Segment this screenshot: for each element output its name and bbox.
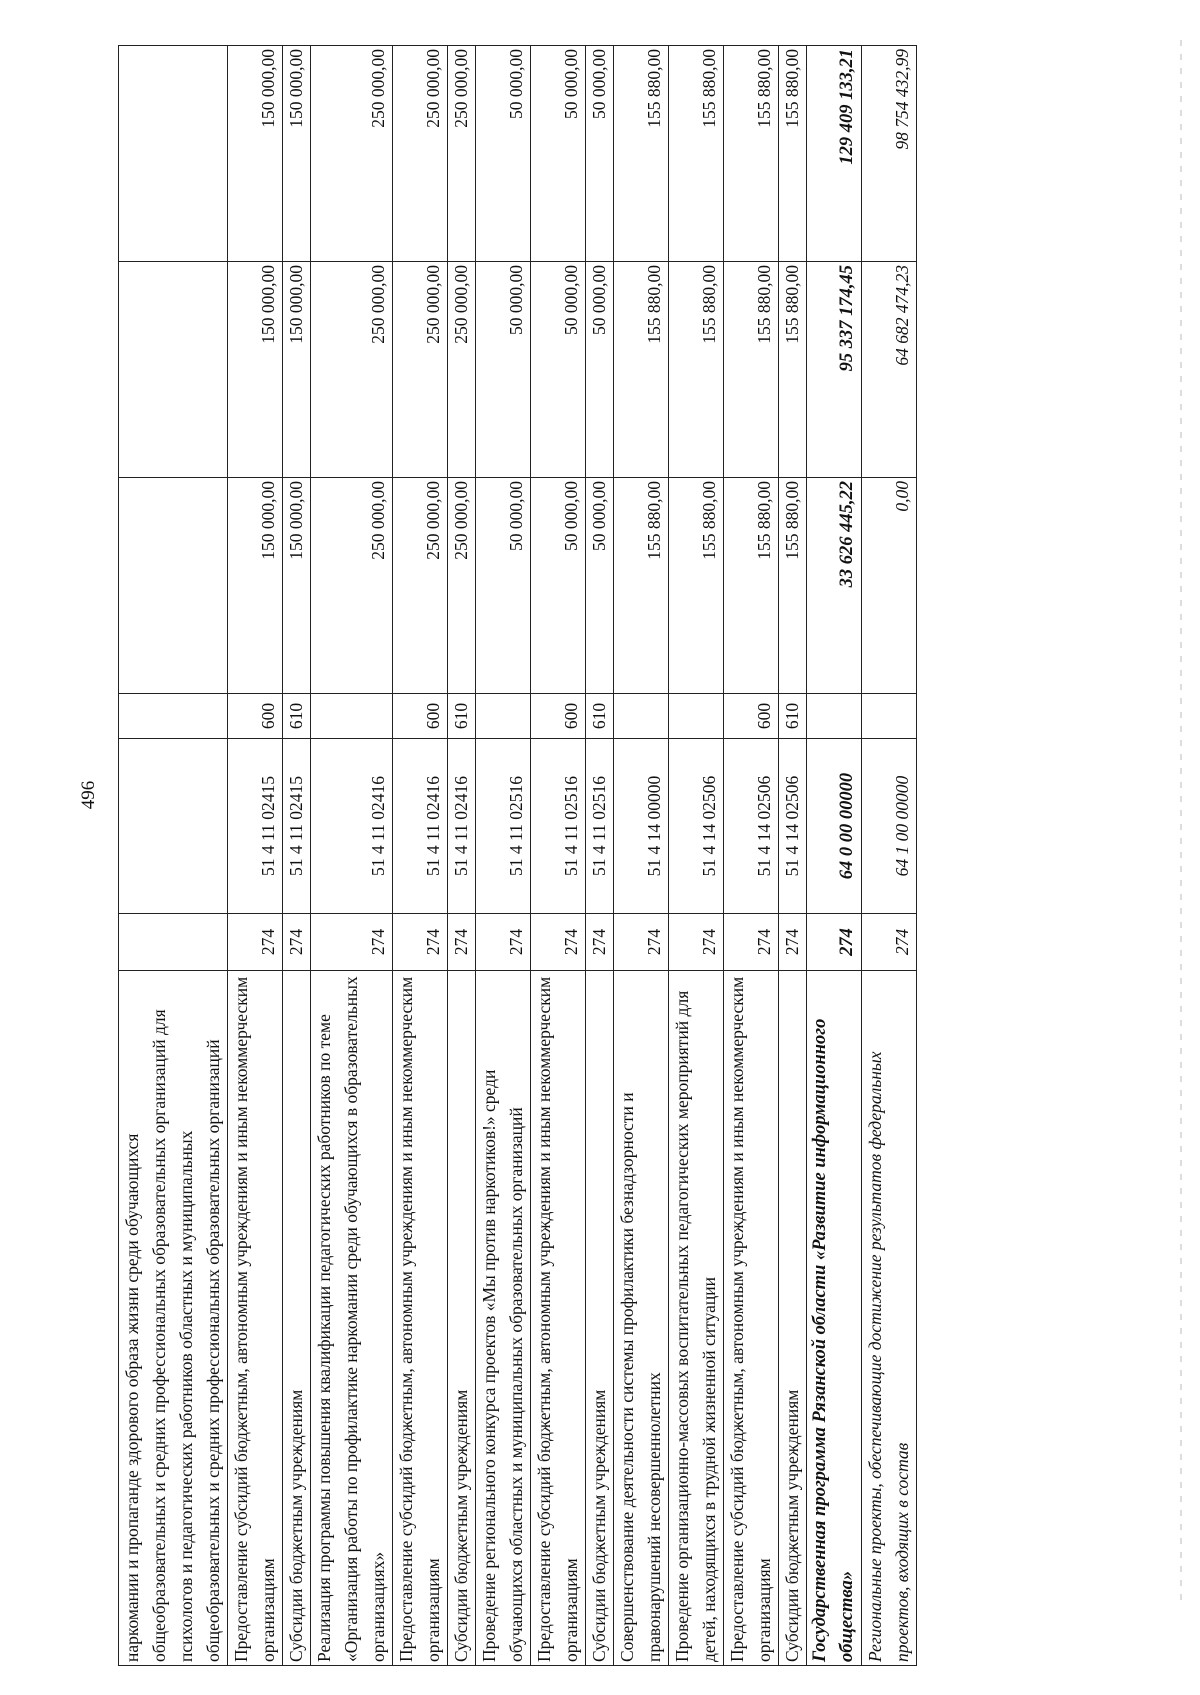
amount-2025-cell: 64 682 474,23 [862,262,917,478]
amount-2024-cell: 50 000,00 [476,478,531,694]
table-row [807,46,862,1666]
table-row [779,46,807,1666]
amount-2026-cell: 250 000,00 [448,46,476,262]
ministry-code-cell: 274 [779,914,807,971]
amount-2026-cell: 155 880,00 [669,46,724,262]
ministry-code-cell [119,914,228,971]
expense-type-cell: 600 [724,694,779,739]
amount-2026-cell: 155 880,00 [614,46,669,262]
target-article-cell: 51 4 11 02416 [393,739,448,914]
target-article-cell: 51 4 11 02516 [476,739,531,914]
amount-2026-cell: 250 000,00 [393,46,448,262]
ministry-code-cell: 274 [862,914,917,971]
amount-2026-cell: 150 000,00 [228,46,283,262]
row-name-cell: Предоставление субсидий бюджетным, автономным учреждениям и иным некоммерческим организациям [393,971,448,1666]
target-article-cell: 51 4 11 02516 [586,739,614,914]
amount-2026-cell: 155 880,00 [724,46,779,262]
amount-2024-cell: 250 000,00 [311,478,393,694]
expense-type-cell [119,694,228,739]
amount-2025-cell: 155 880,00 [614,262,669,478]
target-article-cell: 51 4 14 00000 [614,739,669,914]
expense-type-cell: 610 [448,694,476,739]
row-name-cell: Проведение регионального конкурса проектов «Мы против наркотиков!» среди обучающихся областных и муниципальных образовательных организаций [476,971,531,1666]
ministry-code-cell: 274 [448,914,476,971]
amount-2025-cell: 150 000,00 [283,262,311,478]
target-article-cell: 51 4 11 02415 [283,739,311,914]
table-row [393,46,448,1666]
amount-2026-cell: 150 000,00 [283,46,311,262]
expense-type-cell [807,694,862,739]
row-name-cell: Проведение организационно-массовых воспитательных педагогических мероприятий для детей, находящихся в трудной жизненной ситуации [669,971,724,1666]
ministry-code-cell: 274 [807,914,862,971]
amount-2026-cell: 250 000,00 [311,46,393,262]
row-name-cell: наркомании и пропаганде здорового образа жизни среди обучающихся общеобразовательных и средних профессиональных образовательных организаций для психологов и педагогических работников областных и муниципальных общеобразовательных и средних профессиональных образовательных организаций [119,971,228,1666]
rotated-budget-table [118,46,1093,1666]
budget-table [118,45,917,1666]
row-name-cell: Субсидии бюджетным учреждениям [779,971,807,1666]
amount-2026-cell: 129 409 133,21 [807,46,862,262]
amount-2025-cell: 50 000,00 [531,262,586,478]
target-article-cell: 51 4 14 02506 [724,739,779,914]
expense-type-cell: 600 [228,694,283,739]
ministry-code-cell: 274 [531,914,586,971]
amount-2024-cell [119,478,228,694]
expense-type-cell: 610 [586,694,614,739]
expense-type-cell [476,694,531,739]
expense-type-cell: 610 [779,694,807,739]
page-number: 496 [78,780,99,810]
amount-2025-cell: 95 337 174,45 [807,262,862,478]
row-name-cell: Государственная программа Рязанской области «Развитие информационного общества» [807,971,862,1666]
amount-2025-cell: 250 000,00 [448,262,476,478]
target-article-cell: 51 4 11 02416 [311,739,393,914]
ministry-code-cell: 274 [283,914,311,971]
table-row [586,46,614,1666]
row-name-cell: Совершенствование деятельности системы профилактики безнадзорности и правонарушений несовершеннолетних [614,971,669,1666]
amount-2024-cell: 155 880,00 [779,478,807,694]
table-row [283,46,311,1666]
amount-2026-cell [119,46,228,262]
ministry-code-cell: 274 [669,914,724,971]
row-name-cell: Реализация программы повышения квалификации педагогических работников по теме «Организация работы по профилактике наркомании среди обучающихся в образовательных организациях» [311,971,393,1666]
table-row [311,46,393,1666]
ministry-code-cell: 274 [228,914,283,971]
amount-2024-cell: 155 880,00 [669,478,724,694]
target-article-cell: 51 4 11 02416 [448,739,476,914]
amount-2025-cell: 50 000,00 [476,262,531,478]
amount-2025-cell: 155 880,00 [724,262,779,478]
table-row [228,46,283,1666]
expense-type-cell: 600 [531,694,586,739]
ministry-code-cell: 274 [311,914,393,971]
expense-type-cell: 600 [393,694,448,739]
table-row [531,46,586,1666]
table-row [669,46,724,1666]
target-article-cell [119,739,228,914]
table-row [119,46,228,1666]
table-row [862,46,917,1666]
amount-2025-cell: 150 000,00 [228,262,283,478]
target-article-cell: 64 1 00 00000 [862,739,917,914]
table-row [476,46,531,1666]
amount-2024-cell: 155 880,00 [724,478,779,694]
expense-type-cell [669,694,724,739]
amount-2024-cell: 150 000,00 [228,478,283,694]
table-row [448,46,476,1666]
amount-2024-cell: 250 000,00 [448,478,476,694]
amount-2024-cell: 150 000,00 [283,478,311,694]
amount-2024-cell: 250 000,00 [393,478,448,694]
ministry-code-cell: 274 [586,914,614,971]
expense-type-cell [862,694,917,739]
row-name-cell: Субсидии бюджетным учреждениям [586,971,614,1666]
amount-2025-cell: 155 880,00 [779,262,807,478]
target-article-cell: 51 4 14 02506 [669,739,724,914]
target-article-cell: 64 0 00 00000 [807,739,862,914]
amount-2025-cell: 50 000,00 [586,262,614,478]
ministry-code-cell: 274 [614,914,669,971]
amount-2024-cell: 50 000,00 [531,478,586,694]
amount-2025-cell: 155 880,00 [669,262,724,478]
target-article-cell: 51 4 14 02506 [779,739,807,914]
expense-type-cell [311,694,393,739]
amount-2026-cell: 50 000,00 [586,46,614,262]
row-name-cell: Предоставление субсидий бюджетным, автономным учреждениям и иным некоммерческим организациям [724,971,779,1666]
scan-edge-artifact [1180,40,1182,1600]
amount-2026-cell: 50 000,00 [476,46,531,262]
ministry-code-cell: 274 [393,914,448,971]
table-row [614,46,669,1666]
expense-type-cell [614,694,669,739]
amount-2025-cell: 250 000,00 [311,262,393,478]
row-name-cell: Субсидии бюджетным учреждениям [448,971,476,1666]
row-name-cell: Региональные проекты, обеспечивающие достижение результатов федеральных проектов, входящих в состав [862,971,917,1666]
target-article-cell: 51 4 11 02415 [228,739,283,914]
ministry-code-cell: 274 [476,914,531,971]
row-name-cell: Предоставление субсидий бюджетным, автономным учреждениям и иным некоммерческим организациям [531,971,586,1666]
amount-2025-cell [119,262,228,478]
amount-2024-cell: 155 880,00 [614,478,669,694]
row-name-cell: Субсидии бюджетным учреждениям [283,971,311,1666]
amount-2026-cell: 155 880,00 [779,46,807,262]
amount-2024-cell: 0,00 [862,478,917,694]
target-article-cell: 51 4 11 02516 [531,739,586,914]
amount-2026-cell: 98 754 432,99 [862,46,917,262]
amount-2025-cell: 250 000,00 [393,262,448,478]
row-name-cell: Предоставление субсидий бюджетным, автономным учреждениям и иным некоммерческим организациям [228,971,283,1666]
expense-type-cell: 610 [283,694,311,739]
amount-2026-cell: 50 000,00 [531,46,586,262]
amount-2024-cell: 50 000,00 [586,478,614,694]
amount-2024-cell: 33 626 445,22 [807,478,862,694]
ministry-code-cell: 274 [724,914,779,971]
table-row [724,46,779,1666]
